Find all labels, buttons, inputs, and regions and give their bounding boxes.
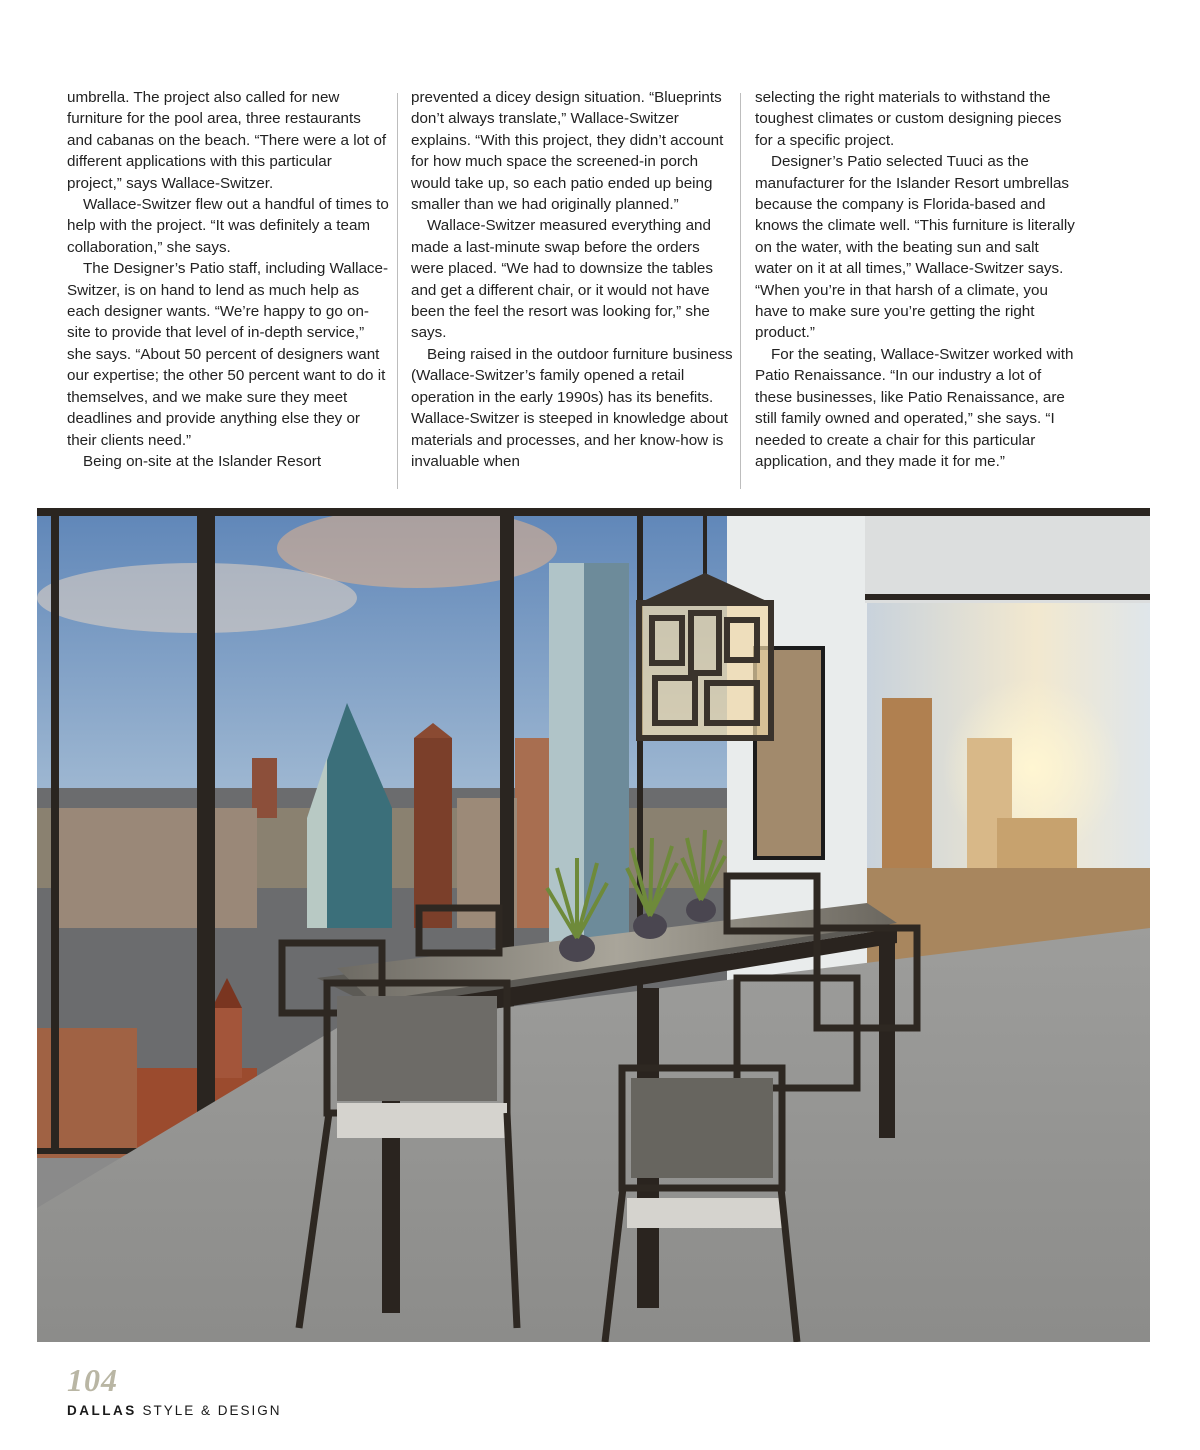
magazine-masthead [67,1403,282,1418]
article-column-2 [411,87,733,472]
article-paragraph: prevented a dicey design situation. “Blueprints don’t always translate,” Wallace-Switzer explains. “With this project, they didn’t account for how much space the screened-in porch would take up, so each patio ended up being smaller than we had originally planned.” [411,89,724,214]
article-paragraph: Wallace-Switzer measured everything and made a last-minute swap before the orders were placed. “We had to downsize the tables and get a different chair, or it would not have been the feel the resort was looking for,” she says. [411,217,713,342]
article-column-1 [67,87,389,472]
article-paragraph: For the seating, Wallace-Switzer worked with Patio Renaissance. “In our industry a lot of these businesses, like Patio Renaissance, are still family owned and operated,” she says. “I needed to create a chair for this particular application, and they made it for me.” [755,345,1074,470]
article-paragraph: The Designer’s Patio staff, including Wallace-Switzer, is on hand to lend as much help as each designer wants. “We’re happy to go on-site to provide that level of in-depth service,” she says. “About 50 percent of designers want our expertise; the other 50 percent want to do it themselves, and we make sure they meet deadlines and provide anything else they or their clients need.” [67,260,389,449]
dining-room-photo [37,508,1150,1342]
magazine-section: STYLE & DESIGN [142,1403,282,1418]
article-paragraph: Being raised in the outdoor furniture business (Wallace-Switzer’s family opened a retail operation in the early 1990s) has its benefits. Wallace-Switzer is steeped in knowledge about materials and processes, and her know-how is invaluable when [411,345,733,470]
article-column-3 [755,87,1077,472]
article-paragraph: Designer’s Patio selected Tuuci as the manufacturer for the Islander Resort umbrellas because the company is Florida-based and knows the climate well. “This furniture is literally on the water, with the beating sun and salt water on it at all times,” Wallace-Switzer says. “When you’re in that harsh of a climate, you have to make sure you’re getting the right product.” [755,153,1075,342]
magazine-brand: DALLAS [67,1403,137,1418]
page-number: 104 [67,1362,118,1398]
article-paragraph: selecting the right materials to withstand the toughest climates or custom designing pieces for a specific project. [755,89,1062,149]
article-paragraph: Wallace-Switzer flew out a handful of times to help with the project. “It was definitely a team collaboration,” she says. [67,196,389,256]
article-paragraph: Being on-site at the Islander Resort [83,452,322,470]
article-body [0,87,1200,489]
column-divider [740,93,741,489]
column-divider [397,93,398,489]
article-paragraph: umbrella. The project also called for new furniture for the pool area, three restaurants and cabanas on the beach. “There were a lot of different applications with this particular project,” says Wallace-Switzer. [67,89,387,192]
